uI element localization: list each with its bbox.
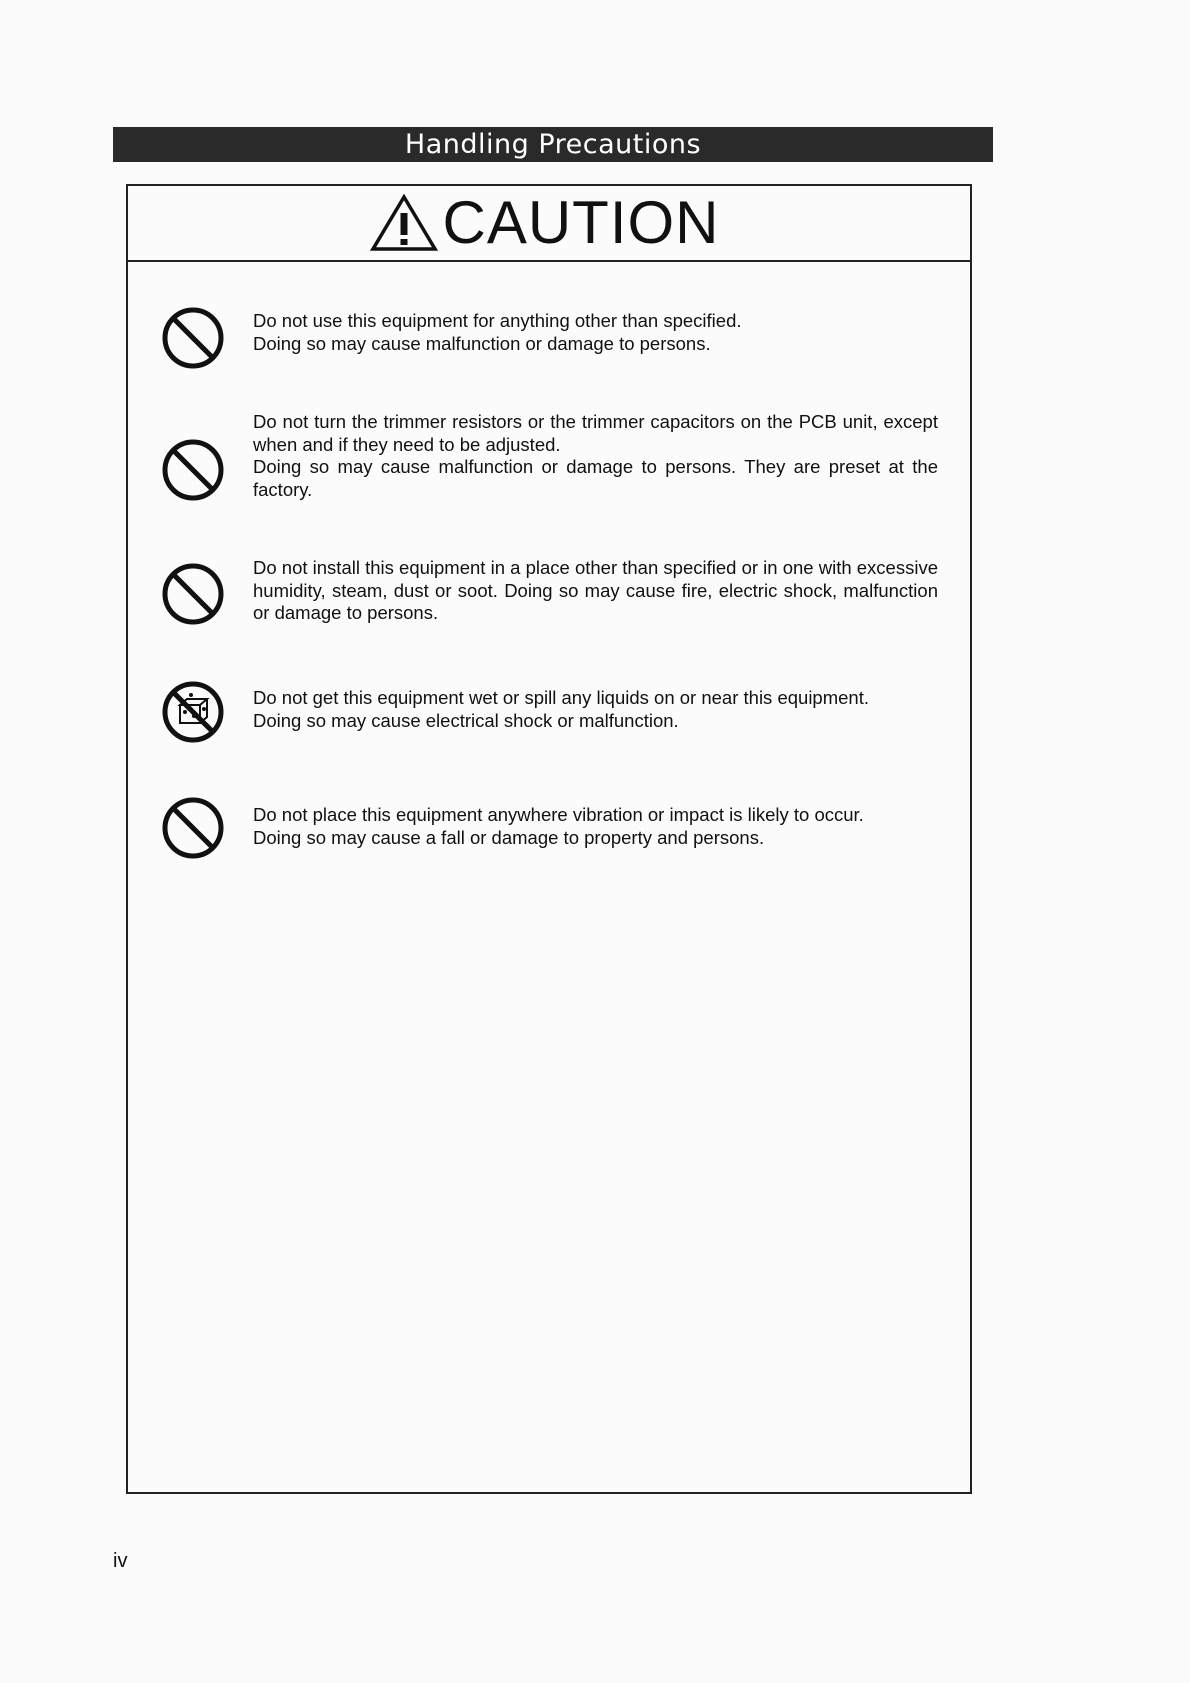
caution-item-line: Doing so may cause malfunction or damage to persons. bbox=[253, 332, 711, 354]
prohibition-icon bbox=[161, 306, 225, 370]
caution-item-text bbox=[253, 310, 938, 355]
caution-item-line: Do not turn the trimmer resistors or the trimmer capacitors on the PCB unit, except when and if they need to be adjusted. bbox=[253, 411, 938, 455]
caution-title: CAUTION bbox=[442, 189, 720, 256]
prohibition-icon bbox=[161, 438, 225, 502]
warning-triangle-icon bbox=[369, 193, 439, 253]
page-title: Handling Precautions bbox=[404, 129, 702, 160]
caution-item-text bbox=[253, 687, 938, 732]
caution-item-line: Do not use this equipment for anything other than specified. bbox=[253, 310, 742, 331]
page-number: iv bbox=[113, 1550, 128, 1572]
caution-item-text bbox=[253, 557, 938, 625]
caution-item-line: Doing so may cause malfunction or damage to persons. They are preset at the factory. bbox=[253, 456, 938, 500]
caution-header bbox=[128, 186, 970, 262]
caution-item-line: Do not get this equipment wet or spill any liquids on or near this equipment. bbox=[253, 687, 869, 708]
caution-box bbox=[126, 184, 972, 1494]
caution-item-text bbox=[253, 411, 938, 501]
header-bar bbox=[113, 127, 993, 162]
caution-item-line: Do not place this equipment anywhere vibration or impact is likely to occur. bbox=[253, 804, 864, 825]
caution-header-inner bbox=[369, 189, 720, 256]
caution-item-text bbox=[253, 804, 938, 849]
caution-item-line: Do not install this equipment in a place other than specified or in one with excessive humidity, steam, dust or soot. Doing so may cause fire, electric shock, malfunction or damage to persons. bbox=[253, 557, 938, 623]
no-liquids-icon bbox=[161, 680, 225, 744]
prohibition-icon bbox=[161, 562, 225, 626]
caution-item-line: Doing so may cause electrical shock or malfunction. bbox=[253, 709, 679, 731]
prohibition-icon bbox=[161, 796, 225, 860]
caution-item-line: Doing so may cause a fall or damage to property and persons. bbox=[253, 826, 765, 848]
